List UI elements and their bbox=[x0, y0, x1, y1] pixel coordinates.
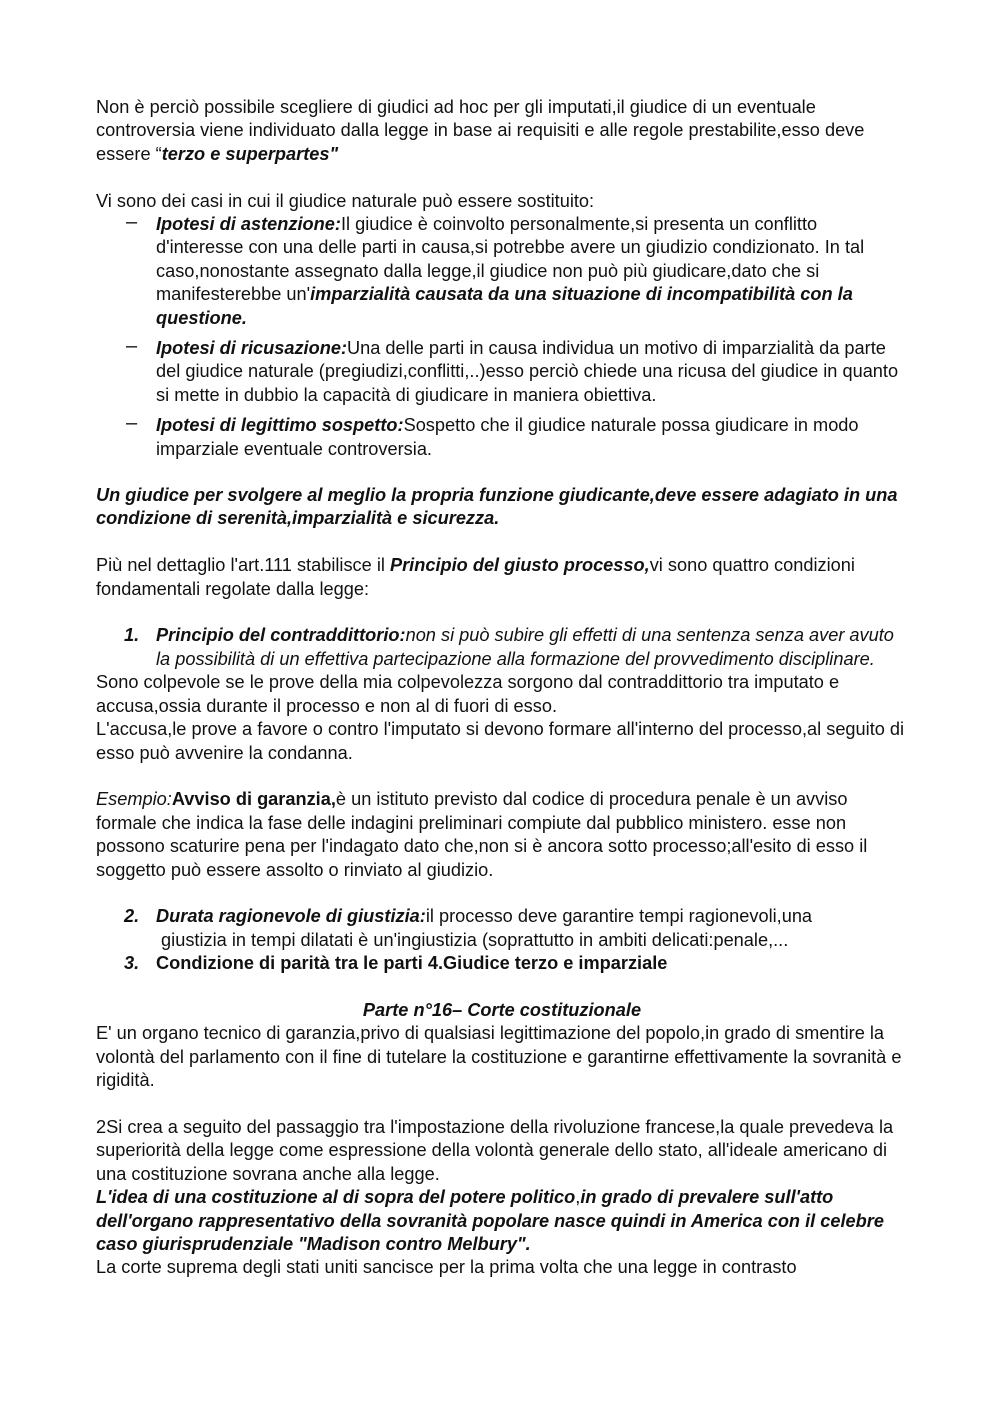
paragraph-casi-sostituzione: Vi sono dei casi in cui il giudice naturale può essere sostituito: bbox=[96, 190, 595, 211]
paragraph-madison-melbury: L'idea di una costituzione al di sopra del potere politico,in grado di prevalere sull'atto dell'organo rappresentativo della sovranità popolare nasce quindi in America con il celebre caso giurisprudenziale "Madison contro Melbury". bbox=[96, 1187, 884, 1254]
paragraph-esempio-avviso: Esempio:Avviso di garanzia,è un istituto previsto dal codice di procedura penale è un avviso formale che indica la fase delle indagini preliminari compiute dal pubblico ministero. esse non possono scaturire pena per l'indagato dato che,non si è ancora sotto processo;all'esito di esso il soggetto può essere assolto o rinviato al giudizio. bbox=[96, 789, 868, 880]
dash-bullet-icon: – bbox=[126, 335, 138, 358]
paragraph-art-111: Più nel dettaglio l'art.111 stabilisce il Principio del giusto processo,vi sono quattro condizioni fondamentali regolate dalla legge: bbox=[96, 555, 855, 599]
paragraph-colpevolezza: Sono colpevole se le prove della mia colpevolezza sorgono dal contraddittorio tra imputato e accusa,ossia durante il processo e non al di fuori di esso. bbox=[96, 672, 840, 716]
paragraph-giudice-precostituito: Non è perciò possibile scegliere di giudici ad hoc per gli imputati,il giudice di un eventuale controversia viene individuato dalla legge in base ai requisiti e alle regole prestabilite,esso deve essere “terzo e superpartes" bbox=[96, 97, 865, 164]
list-item-contraddittorio: 1. Principio del contraddittorio:non si può subire gli effetti di una sentenza senza aver avuto la possibilità di un effettiva partecipazione alla formazione del provvedimento disciplinare. bbox=[124, 625, 894, 669]
paragraph-accusa-prove: L'accusa,le prove a favore o contro l'imputato si devono formare all'interno del processo,al seguito di esso può avvenire la condanna. bbox=[96, 719, 905, 763]
hypotheses-list bbox=[96, 213, 908, 461]
list-item-ricusazione: – Ipotesi di ricusazione:Una delle parti in causa individua un motivo di imparzialità da parte del giudice naturale (pregiudizi,conflitti,..)esso perciò chiede una ricusa del giudice in quanto si mette in dubbio la capacità di giudicare in maniera obiettiva. bbox=[126, 335, 899, 405]
document-body bbox=[96, 96, 908, 1280]
list-item-durata-ragionevole: 2. Durata ragionevole di giustizia:il processo deve garantire tempi ragionevoli,una giustizia in tempi dilatati è un'ingiustizia (soprattutto in ambiti delicati:penale,... bbox=[124, 906, 813, 950]
dash-bullet-icon: – bbox=[126, 412, 138, 435]
paragraph-rivoluzione-francese: 2Si crea a seguito del passaggio tra l'impostazione della rivoluzione francese,la quale prevedeva la superiorità della legge come espressione della volontà generale dello stato, all'ideale americano di una costituzione sovrana anche alla legge. bbox=[96, 1116, 894, 1184]
principles-list-1 bbox=[96, 624, 908, 671]
list-item-legittimo-sospetto: – Ipotesi di legittimo sospetto:Sospetto che il giudice naturale possa giudicare in modo imparziale eventuale controversia. bbox=[126, 412, 859, 459]
paragraph-condizione-giudice: Un giudice per svolgere al meglio la propria funzione giudicante,deve essere adagiato in una condizione di serenità,imparzialità e sicurezza. bbox=[96, 485, 898, 529]
paragraph-corte-suprema: La corte suprema degli stati uniti sancisce per la prima volta che una legge in contrasto bbox=[96, 1257, 797, 1278]
list-item-astenzione: – Ipotesi di astenzione:Il giudice è coinvolto personalmente,si presenta un conflitto d'interesse con una delle parti in causa,si potrebbe avere un giudizio condizionato. In tal caso,nonostante assegnato dalla legge,il giudice non può più giudicare,dato che si manifesterebbe un'imparzialità causata da una situazione di incompatibilità con la questione. bbox=[126, 211, 865, 328]
section-heading: Parte n°16– Corte costituzionale bbox=[362, 999, 642, 1020]
dash-bullet-icon: – bbox=[126, 211, 138, 234]
paragraph-organo-garanzia: E' un organo tecnico di garanzia,privo di qualsiasi legittimazione del popolo,in grado di smentire la volontà del parlamento con il fine di tutelare la costituzione e garantirne effettivamente la sovranità e rigidità. bbox=[96, 1023, 902, 1091]
list-item-parita-parti: 3. Condizione di parità tra le parti 4.Giudice terzo e imparziale bbox=[124, 953, 668, 974]
principles-list-2 bbox=[96, 905, 908, 975]
